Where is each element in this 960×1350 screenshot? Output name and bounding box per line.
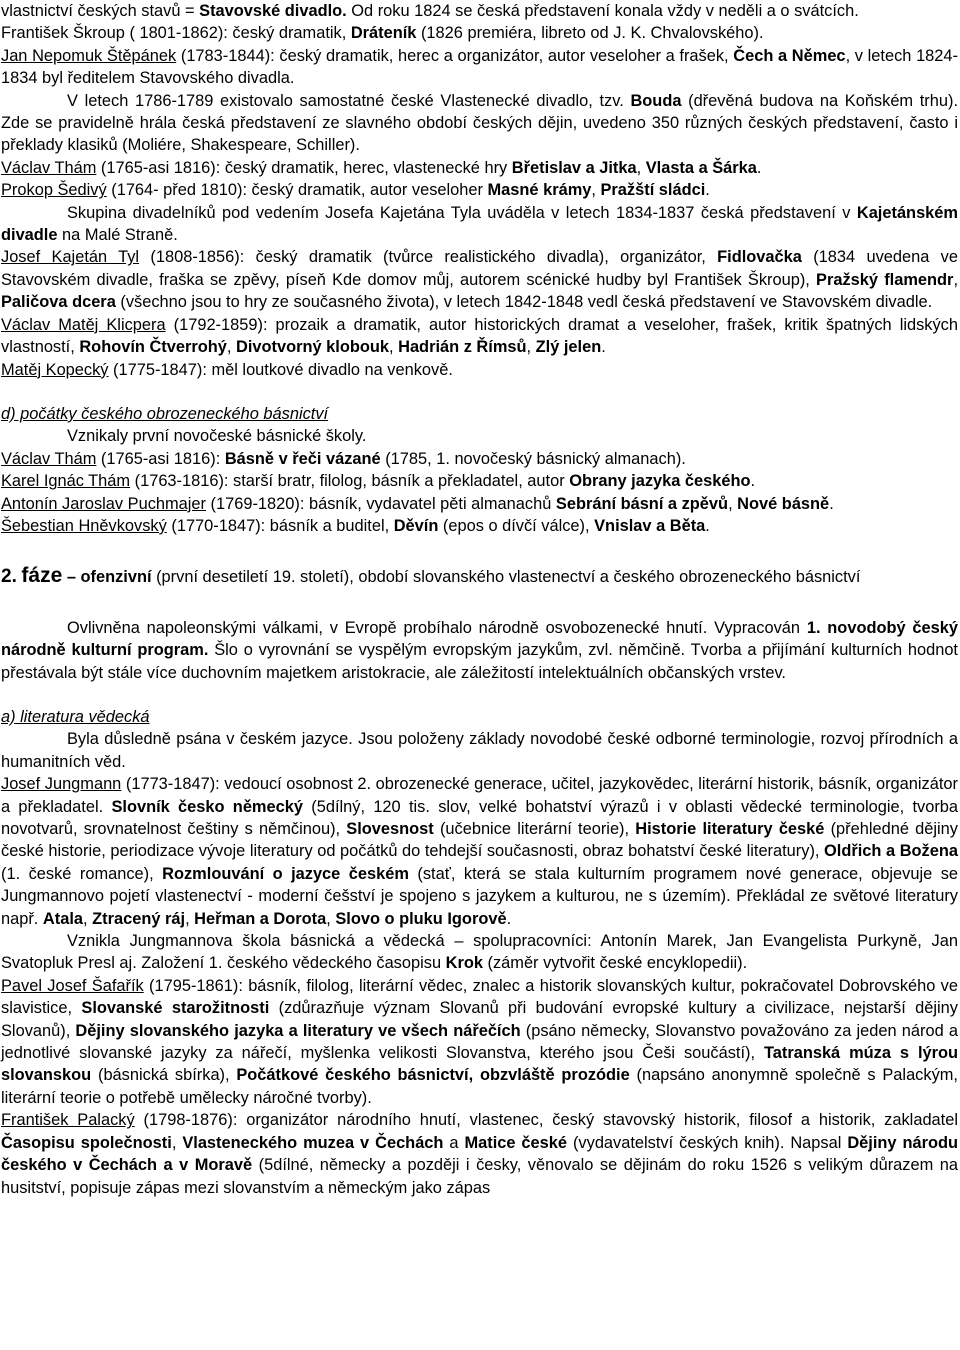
text-run: , xyxy=(389,338,399,357)
text-run: (1765-asi 1816): český dramatik, herec, vlastenecké hry xyxy=(96,158,512,177)
paragraph xyxy=(1,246,958,313)
text-run: Vznikaly první novočeské básnické školy. xyxy=(67,427,367,446)
text-run: fáze xyxy=(21,564,63,588)
text-run: (1795-1861): básník, filolog, literární vědec, znalec a historik slovanských kultur, pokračovatel Dobrovského ve slavistice, xyxy=(1,976,958,1018)
text-run: (1792-1859): prozaik a dramatik, autor historických dramat a veseloher, frašek, kritik špatných lidských vlastností, xyxy=(1,315,958,357)
text-run: Od roku 1824 se česká představení konala vždy v neděli a o svátcích. xyxy=(346,2,859,20)
paragraph xyxy=(1,728,958,773)
text-run: , xyxy=(326,909,336,928)
text-run: (zdůrazňuje význam Slovanů při budování evropské kultury a civilizace, nejstarší dějiny Slovanů), xyxy=(1,999,958,1040)
text-run: (dřevěná budova na Koňském trhu). Zde se pravidelně hrála česká představení ze slavného období českých dějin, uvedeno 350 různých českých představení, často i překlady klasiků (Moliére, Shakespeare, Schiller). xyxy=(1,91,958,155)
work-title: Dějiny slovanského jazyka a literatury ve všech nářečích xyxy=(75,1021,521,1040)
paragraph xyxy=(1,565,958,588)
text-run: (1798-1876): organizátor národního hnutí, vlastenec, český stavovský historik, filosof a historik, zakladatel xyxy=(134,1111,958,1130)
text-run: Byla důsledně psána v českém jazyce. Jsou položeny základy novodobé české odborné terminologie, rozvoj přírodních a humanitních věd. xyxy=(1,730,958,771)
paragraph xyxy=(1,22,958,44)
text-run: (básnická sbírka), xyxy=(91,1066,237,1085)
work-title: Stavovské divadlo. xyxy=(199,2,347,20)
work-title: Hadrián z Římsů xyxy=(398,338,527,357)
paragraph xyxy=(1,493,958,515)
work-title: Nové básně xyxy=(737,494,830,513)
text-run: . xyxy=(705,516,710,535)
work-title: Děvín xyxy=(393,516,439,535)
work-title: Pražský flamendr xyxy=(816,270,954,289)
text-run: (psáno německy, Slovanstvo považováno za jeden národ a jednotlivé slovanské jazyky za nářečí, myšlenka velikosti Slovanstva, kterého jsou Češi součástí), xyxy=(1,1021,958,1063)
paragraph xyxy=(1,617,958,684)
text-run: (učebnice literární teorie), xyxy=(433,820,636,838)
paragraph xyxy=(1,470,958,492)
paragraph xyxy=(1,706,958,728)
author-name: Josef Kajetán Tyl xyxy=(1,248,140,267)
work-title: Vnislav a Běta xyxy=(594,516,706,535)
text-run: Skupina divadelníků pod vedením Josefa Kajetána Tyla uváděla v letech 1834-1837 česká představení v xyxy=(67,203,857,222)
paragraph xyxy=(1,930,958,975)
paragraph-spacer xyxy=(1,684,958,706)
paragraph-spacer xyxy=(1,589,958,617)
work-title: Ztracený ráj xyxy=(92,909,186,928)
text-run: , v letech 1824-1834 byl ředitelem Stavovského divadla. xyxy=(1,46,958,88)
text-run: vlastnictví českých stavů = xyxy=(1,2,200,20)
work-title: Břetislav a Jitka xyxy=(511,158,637,177)
text-run: , xyxy=(185,909,195,928)
work-title: Kajetánském divadle xyxy=(1,203,958,245)
author-name: Jan Nepomuk Štěpánek xyxy=(1,46,177,65)
paragraph xyxy=(1,773,958,930)
text-run: d) počátky českého obrozeneckého básnictví xyxy=(1,404,329,423)
paragraph xyxy=(1,425,958,447)
work-title: Divotvorný klobouk xyxy=(236,338,389,357)
work-title: Masné krámy xyxy=(487,181,592,200)
author-name: Prokop Šedivý xyxy=(1,181,107,200)
paragraph xyxy=(1,1109,958,1199)
text-run: František Škroup ( 1801-1862): český dramatik, xyxy=(1,24,351,43)
work-title: Zlý jelen xyxy=(535,338,602,357)
paragraph xyxy=(1,314,958,359)
paragraph xyxy=(1,90,958,157)
text-run: (napsáno anonymně společně s Palackým, literární teorie o potřebě umělecky náročné tvorby). xyxy=(1,1066,958,1107)
text-run: na Malé Straně. xyxy=(57,226,178,245)
text-run: (vydavatelství českých knih). Napsal xyxy=(567,1133,848,1152)
paragraph xyxy=(1,0,958,22)
author-name: 2. xyxy=(1,566,17,588)
author-name: Karel Ignác Thám xyxy=(1,472,131,491)
work-title: Slovanské starožitnosti xyxy=(81,999,270,1018)
work-title: Dějiny národu českého v Čechách a v Moravě xyxy=(1,1133,958,1175)
text-run: (všechno jsou to hry ze současného života), v letech 1842-1848 vedl česká představení ve Stavovském divadle. xyxy=(115,293,933,312)
text-run: Ovlivněna napoleonskými válkami, v Evropě probíhalo národně osvobozenecké hnutí. Vypracován xyxy=(67,618,807,637)
text-run: (1765-asi 1816): xyxy=(96,449,225,468)
text-run: , xyxy=(953,270,958,289)
text-run: Šlo o vyrovnání se vyspělým evropským jazykům, zvl. němčině. Tvorba a přijímání kulturních hodnot přestávala být stále více duchovním majetkem aristokracie, ale záležitostí intelektuálních občanských vrstev. xyxy=(1,641,958,682)
text-run: . xyxy=(705,181,710,200)
text-run: (1769-1820): básník, vydavatel pěti almanachů xyxy=(206,494,556,513)
work-title: Vlasteneckého muzea v Čechách xyxy=(182,1133,444,1152)
paragraph xyxy=(1,975,958,1109)
paragraph xyxy=(1,359,958,381)
text-run: (1770-1847): básník a buditel, xyxy=(166,516,394,535)
text-run: (1834 uvedena ve Stavovském divadle, fraška se zpěvy, píseň Kde domov můj, autorem scénické hudby byl František Škroup), xyxy=(1,248,958,289)
text-run: (1. české romance), xyxy=(1,864,163,883)
work-title: 1. novodobý český národně kulturní program. xyxy=(1,618,958,660)
work-title: Tatranská múza s lýrou slovanskou xyxy=(1,1044,959,1085)
text-run: V letech 1786-1789 existovalo samostatné české Vlastenecké divadlo, tzv. xyxy=(67,91,631,110)
paragraph xyxy=(1,515,958,537)
work-title: Vlasta a Šárka xyxy=(645,158,757,177)
text-run: (1808-1856): český dramatik (tvůrce realistického divadla), organizátor, xyxy=(139,248,718,267)
text-run: , xyxy=(728,494,738,513)
text-run: (5dílný, 120 tis. slov, velké bohatství výrazů i v oblasti vědecké terminologie, tvorba novotvarů, srovnatelnost češtiny s němčinou), xyxy=(1,797,959,838)
work-title: Matice české xyxy=(464,1133,568,1152)
work-title: Oldřich a Božena xyxy=(824,842,958,861)
text-run: a xyxy=(443,1133,465,1152)
paragraph xyxy=(1,202,958,247)
text-run: (1826 premiéra, libreto od J. K. Chvalovského). xyxy=(416,24,764,43)
work-title: Rohovín Čtverrohý xyxy=(79,338,227,357)
work-title: Počátkové českého básnictví, obzvláště prozódie xyxy=(236,1066,630,1085)
work-title: Bouda xyxy=(630,91,682,110)
work-title: Paličova dcera xyxy=(1,293,116,312)
text-run: (epos o dívčí válce), xyxy=(438,516,595,535)
text-run: (5dílné, německy a později i česky, věnovalo se dějinám do roku 1526 s velikým důrazem na husitství, popisuje zápas mezi slovanstvím a německým jako zápas xyxy=(1,1156,958,1197)
text-run: (první desetiletí 19. století), období slovanského vlastenectví a českého obrozeneckého básnictví xyxy=(151,568,861,587)
paragraph xyxy=(1,403,958,425)
text-run: (přehledné dějiny české historie, periodizace vývoje literatury od počátků do tehdejší současnosti, obraz bohatství české literatury), xyxy=(1,820,958,861)
text-run: , xyxy=(83,909,93,928)
author-name: Šebestian Hněvkovský xyxy=(1,516,167,535)
text-run: a) literatura vědecká xyxy=(1,707,150,726)
paragraph xyxy=(1,45,958,90)
work-title: Básně v řeči vázané xyxy=(224,449,381,468)
text-run: . xyxy=(756,158,762,177)
author-name: Václav Thám xyxy=(1,158,97,177)
text-run: . xyxy=(750,472,756,491)
text-run: (1783-1844): český dramatik, herec a organizátor, autor veseloher a frašek, xyxy=(176,46,734,65)
work-title: Dráteník xyxy=(350,24,417,43)
text-run: (záměr vytvořit české encyklopedii). xyxy=(482,954,748,973)
work-title: Atala xyxy=(42,909,84,928)
work-title: Historie literatury české xyxy=(635,820,825,838)
work-title: Slovo o pluku Igorově xyxy=(335,909,507,928)
text-run: , xyxy=(226,338,236,357)
author-name: Václav Thám xyxy=(1,449,97,468)
work-title: Krok xyxy=(445,954,483,973)
work-title: Heřman a Dorota xyxy=(194,909,327,928)
paragraph xyxy=(1,448,958,470)
text-run: , xyxy=(171,1133,183,1152)
work-title: Slovesnost xyxy=(346,820,434,838)
work-title: Sebrání básní a zpěvů xyxy=(555,494,729,513)
text-run: . xyxy=(829,494,834,513)
work-title: Slovník česko německý xyxy=(111,797,303,816)
author-name: František Palacký xyxy=(1,1111,135,1130)
text-run: Vznikla Jungmannova škola básnická a vědecká – spolupracovníci: Antonín Marek, Jan Evangelista Purkyně, Jan Svatopluk Presl aj. Založení 1. českého vědeckého časopisu xyxy=(1,932,958,973)
work-title: Fidlovačka xyxy=(717,248,802,267)
author-name: Antonín Jaroslav Puchmajer xyxy=(1,494,206,513)
work-title: Obrany jazyka českého xyxy=(569,472,751,491)
work-title: ofenzivní xyxy=(80,568,152,587)
work-title: Čech a Němec xyxy=(733,46,846,65)
text-run: , xyxy=(636,158,646,177)
work-title: Rozmlouvání o jazyce českém xyxy=(162,864,409,883)
text-run: , xyxy=(526,338,536,357)
text-run: (1775-1847): měl loutkové divadlo na venkově. xyxy=(108,360,453,379)
author-name: Pavel Josef Šafařík xyxy=(1,976,144,995)
author-name: Matěj Kopecký xyxy=(1,360,109,379)
author-name: Josef Jungmann xyxy=(1,775,122,794)
text-run: (1763-1816): starší bratr, filolog, básník a překladatel, autor xyxy=(130,472,570,491)
author-name: Václav Matěj Klicpera xyxy=(1,315,166,334)
text-run: . xyxy=(506,909,512,928)
text-run: , xyxy=(591,181,601,200)
paragraph xyxy=(1,179,958,201)
text-run: . xyxy=(601,338,606,357)
text-run: (1773-1847): vedoucí osobnost 2. obrozenecké generace, učitel, jazykovědec, literární historik, básník, organizátor a překladatel. xyxy=(1,775,958,816)
work-title: – xyxy=(62,568,81,587)
text-run: (stať, která se stala kulturním programem nové generace, objevuje se Jungmannovo pojetí vlastenectví - moderní češství je spojeno s jazykem a kulturou, ne s územím). Překládal ze světové literatury např. xyxy=(1,864,959,928)
work-title: Časopisu společnosti xyxy=(1,1133,172,1152)
paragraph-spacer xyxy=(1,381,958,403)
text-run: (1764- před 1810): český dramatik, autor veseloher xyxy=(106,181,488,200)
text-run: (1785, 1. novočeský básnický almanach). xyxy=(380,449,686,468)
paragraph xyxy=(1,157,958,179)
paragraph-spacer xyxy=(1,537,958,565)
work-title: Pražští sládci xyxy=(600,181,706,200)
